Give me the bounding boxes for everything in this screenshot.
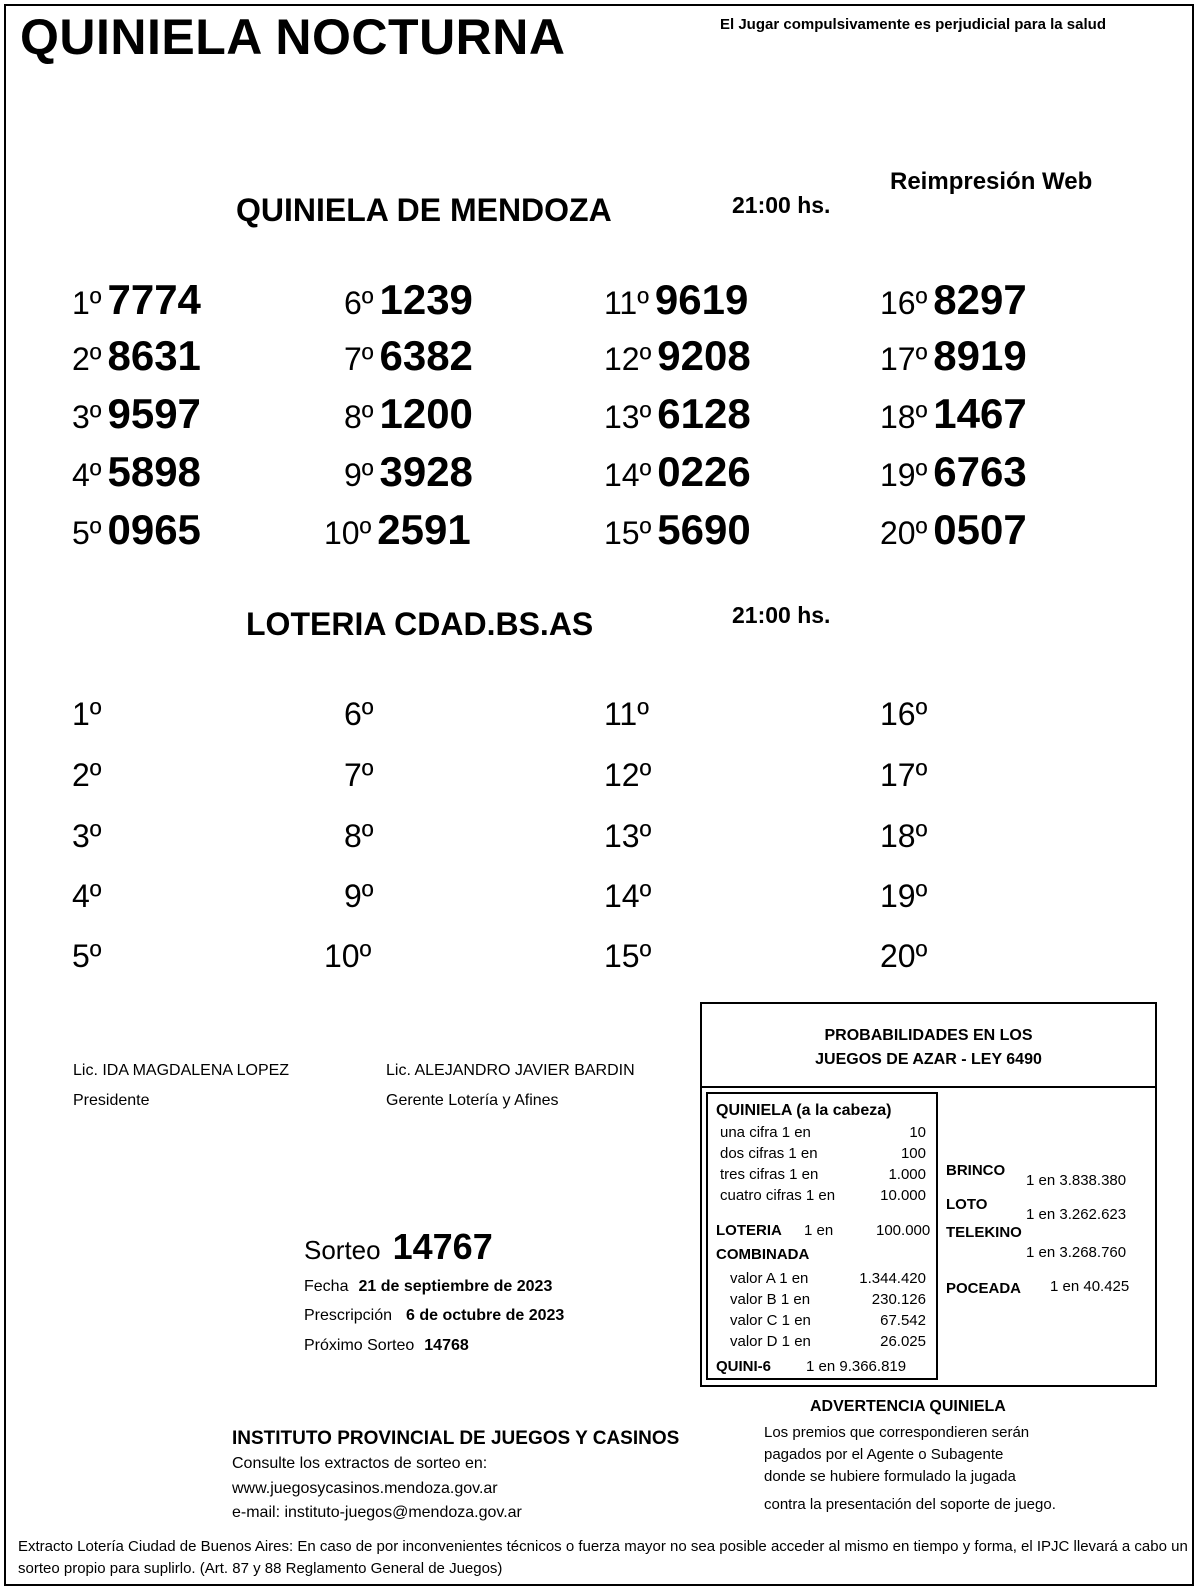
loteria-prob-value: 100.000: [876, 1222, 931, 1239]
fecha-value: 21 de septiembre de 2023: [358, 1278, 553, 1295]
loteria-prob-label: LOTERIA: [716, 1222, 782, 1239]
sorteo-number: 14767: [392, 1226, 493, 1267]
result-number: 0507: [933, 506, 1027, 553]
brinco-value: 1 en 3.838.380: [1026, 1172, 1127, 1189]
advertencia-line: pagados por el Agente o Subagente: [764, 1446, 1004, 1463]
instituto-line1: Consulte los extractos de sorteo en:: [232, 1455, 488, 1472]
loteria-position-10: 10º: [324, 938, 372, 974]
mendoza-result-1: [72, 276, 201, 324]
combinada-prob-title: COMBINADA: [716, 1246, 810, 1263]
quiniela-prob-row-value: 1.000: [888, 1166, 926, 1183]
probabilidades-box: [700, 1002, 1157, 1387]
prescripcion-label: Prescripción: [304, 1307, 393, 1324]
result-position: 8º: [344, 399, 374, 435]
loteria-position-7: 7º: [344, 757, 374, 793]
result-number: 8919: [933, 332, 1027, 379]
mendoza-result-20: [880, 506, 1027, 554]
result-number: 6382: [379, 332, 473, 379]
result-number: 0226: [657, 448, 751, 495]
combinada-prob-row-label: valor A 1 en: [730, 1270, 809, 1287]
mendoza-result-13: [604, 390, 751, 438]
result-number: 9597: [107, 390, 201, 437]
loteria-position-20: 20º: [880, 938, 928, 974]
loteria-hour: 21:00 hs.: [732, 602, 831, 628]
combinada-prob-row-value: 26.025: [880, 1333, 926, 1350]
loteria-position-18: 18º: [880, 818, 928, 854]
loteria-position-8: 8º: [344, 818, 374, 854]
result-position: 5º: [72, 515, 102, 551]
signature-role-2: Gerente Lotería y Afines: [386, 1092, 559, 1109]
loteria-prob-en: 1 en: [804, 1222, 834, 1239]
loteria-position-1: 1º: [72, 696, 102, 732]
loteria-position-13: 13º: [604, 818, 652, 854]
prob-title-line2: JUEGOS DE AZAR - LEY 6490: [815, 1051, 1042, 1068]
mendoza-result-8: [344, 390, 473, 438]
signature-name-2: Lic. ALEJANDRO JAVIER BARDIN: [386, 1062, 635, 1079]
loteria-position-17: 17º: [880, 757, 928, 793]
result-number: 1239: [379, 276, 473, 323]
prob-title-line1: PROBABILIDADES EN LOS: [824, 1027, 1033, 1044]
mendoza-result-6: [344, 276, 473, 324]
mendoza-result-7: [344, 332, 473, 380]
mendoza-result-10: [324, 506, 471, 554]
result-number: 0965: [107, 506, 201, 553]
loto-value: 1 en 3.262.623: [1026, 1206, 1127, 1223]
mendoza-result-19: [880, 448, 1027, 496]
loteria-position-4: 4º: [72, 878, 102, 914]
result-position: 14º: [604, 457, 652, 493]
loteria-position-19: 19º: [880, 878, 928, 914]
result-position: 12º: [604, 341, 652, 377]
result-position: 11º: [604, 285, 649, 321]
advertencia-line: donde se hubiere formulado la jugada: [764, 1468, 1016, 1485]
quiniela-prob-row-label: tres cifras 1 en: [720, 1166, 819, 1183]
quiniela-prob-row-label: cuatro cifras 1 en: [720, 1187, 836, 1204]
result-number: 8631: [107, 332, 201, 379]
page-title: QUINIELA NOCTURNA: [20, 9, 566, 65]
loteria-position-3: 3º: [72, 818, 102, 854]
result-position: 20º: [880, 515, 928, 551]
result-position: 19º: [880, 457, 928, 493]
result-number: 5898: [107, 448, 201, 495]
proximo-value: 14768: [424, 1337, 469, 1354]
sorteo-label: Sorteo: [304, 1235, 381, 1265]
result-position: 6º: [344, 285, 374, 321]
advertencia-title: ADVERTENCIA QUINIELA: [810, 1398, 1006, 1415]
quiniela-prob-row-value: 100: [900, 1145, 926, 1162]
result-position: 13º: [604, 399, 652, 435]
quiniela-prob-row-value: 10.000: [880, 1187, 926, 1204]
signature-role-1: Presidente: [73, 1092, 150, 1109]
result-number: 9208: [657, 332, 751, 379]
loteria-position-12: 12º: [604, 757, 652, 793]
mendoza-result-11: [604, 276, 748, 324]
instituto-title: INSTITUTO PROVINCIAL DE JUEGOS Y CASINOS: [232, 1428, 680, 1449]
sorteo-block: [304, 1226, 493, 1268]
loteria-position-2: 2º: [72, 757, 102, 793]
mendoza-result-16: [880, 276, 1027, 324]
instituto-website: www.juegosycasinos.mendoza.gov.ar: [232, 1480, 498, 1497]
prescripcion-value: 6 de octubre de 2023: [406, 1307, 565, 1324]
mendoza-result-3: [72, 390, 201, 438]
mendoza-result-15: [604, 506, 751, 554]
poceada-label: POCEADA: [946, 1280, 1022, 1297]
result-number: 8297: [933, 276, 1027, 323]
result-number: 3928: [379, 448, 473, 495]
loteria-position-5: 5º: [72, 938, 102, 974]
loteria-position-9: 9º: [344, 878, 374, 914]
combinada-prob-row-value: 1.344.420: [859, 1270, 926, 1287]
reprint-label: Reimpresión Web: [890, 168, 1093, 195]
combinada-prob-row-label: valor B 1 en: [730, 1291, 811, 1308]
mendoza-title: QUINIELA DE MENDOZA: [236, 192, 612, 228]
result-position: 17º: [880, 341, 928, 377]
quiniela-prob-row-label: una cifra 1 en: [720, 1124, 811, 1141]
result-position: 16º: [880, 285, 928, 321]
mendoza-result-12: [604, 332, 751, 380]
loteria-position-11: 11º: [604, 696, 649, 732]
result-position: 2º: [72, 341, 102, 377]
loteria-position-16: 16º: [880, 696, 928, 732]
probabilidades-body: [702, 1092, 1155, 1385]
prob-left-column: [706, 1092, 938, 1380]
result-number: 5690: [657, 506, 751, 553]
result-number: 2591: [377, 506, 471, 553]
result-number: 6763: [933, 448, 1027, 495]
quiniela-prob-row-label: dos cifras 1 en: [720, 1145, 818, 1162]
loteria-title: LOTERIA CDAD.BS.AS: [246, 606, 594, 642]
fecha-label: Fecha: [304, 1278, 349, 1295]
signature-name-1: Lic. IDA MAGDALENA LOPEZ: [73, 1062, 290, 1079]
combinada-prob-row-label: valor D 1 en: [730, 1333, 811, 1350]
combinada-prob-row-value: 230.126: [871, 1291, 926, 1308]
result-position: 7º: [344, 341, 374, 377]
result-position: 1º: [72, 285, 102, 321]
fecha-row: [304, 1278, 552, 1296]
mendoza-hour: 21:00 hs.: [732, 192, 831, 218]
combinada-prob-row-label: valor C 1 en: [730, 1312, 811, 1329]
quiniela-prob-title: QUINIELA (a la cabeza): [716, 1102, 892, 1119]
result-position: 9º: [344, 457, 374, 493]
health-warning: El Jugar compulsivamente es perjudicial para la salud: [720, 16, 1106, 33]
loteria-position-6: 6º: [344, 696, 374, 732]
mendoza-result-5: [72, 506, 201, 554]
brinco-label: BRINCO: [946, 1162, 1006, 1179]
mendoza-result-17: [880, 332, 1027, 380]
quiniela-prob-row-value: 10: [909, 1124, 926, 1141]
prescripcion-row: [304, 1307, 564, 1325]
result-position: 15º: [604, 515, 652, 551]
proximo-label: Próximo Sorteo: [304, 1337, 415, 1354]
result-number: 6128: [657, 390, 751, 437]
result-number: 1200: [379, 390, 473, 437]
telekino-label: TELEKINO: [946, 1224, 1022, 1241]
telekino-value: 1 en 3.268.760: [1026, 1244, 1127, 1261]
result-number: 7774: [107, 276, 201, 323]
result-position: 3º: [72, 399, 102, 435]
mendoza-result-14: [604, 448, 751, 496]
advertencia-line: Los premios que correspondieren serán: [764, 1424, 1030, 1441]
combinada-prob-row-value: 67.542: [880, 1312, 926, 1329]
advertencia-line: contra la presentación del soporte de juego.: [764, 1496, 1056, 1513]
loteria-position-15: 15º: [604, 938, 652, 974]
result-number: 9619: [654, 276, 749, 323]
result-number: 1467: [933, 390, 1027, 437]
mendoza-result-9: [344, 448, 473, 496]
result-position: 18º: [880, 399, 928, 435]
loto-label: LOTO: [946, 1196, 988, 1213]
probabilidades-header: [702, 1004, 1155, 1088]
proximo-row: [304, 1337, 469, 1355]
footer-note: Extracto Lotería Ciudad de Buenos Aires: En caso de por inconvenientes técnicos o fuerza mayor no sea posible acceder al mismo en tiempo y forma, el IPJC llevará a cabo un sorteo propio para suplirlo. (Art. 87 y 88 Reglamento General de Juegos): [18, 1538, 1188, 1577]
mendoza-result-4: [72, 448, 201, 496]
quini6-prob-label: QUINI-6: [716, 1358, 772, 1375]
result-position: 4º: [72, 457, 102, 493]
quini6-prob-value: 1 en 9.366.819: [806, 1358, 907, 1375]
poceada-value: 1 en 40.425: [1050, 1278, 1130, 1295]
mendoza-result-18: [880, 390, 1027, 438]
result-position: 10º: [324, 515, 372, 551]
loteria-position-14: 14º: [604, 878, 652, 914]
mendoza-result-2: [72, 332, 201, 380]
instituto-email: e-mail: instituto-juegos@mendoza.gov.ar: [232, 1504, 522, 1521]
